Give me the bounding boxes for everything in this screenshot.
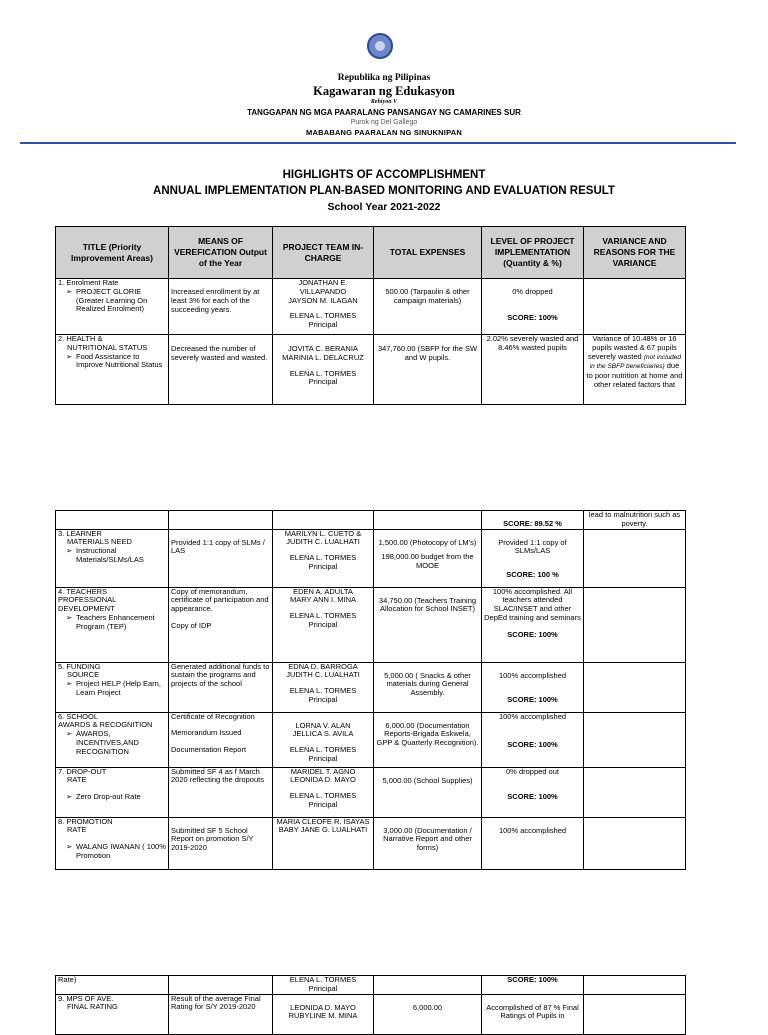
row-title: 6. SCHOOL	[58, 712, 99, 721]
team-principal: ELENA L. TORMES	[289, 611, 357, 621]
score-text: SCORE: 100%	[507, 975, 558, 984]
team-role: Principal	[308, 753, 338, 763]
row-subtitle: WALANG IWANAN ( 100% Promotion	[76, 842, 166, 860]
team-member: LEONIDA D. MAYO	[290, 1002, 356, 1012]
team-principal: ELENA L. TORMES	[289, 791, 357, 801]
row-title: 3. LEARNER	[58, 529, 102, 538]
table-row	[56, 662, 686, 712]
means-text: Copy of memorandum, certificate of participation and appearance.	[171, 587, 269, 614]
team-member: RUBYLINE M. MINA	[288, 1011, 358, 1021]
level-text: 100% accomplished	[498, 670, 567, 680]
expenses-text: 5,000.00 (School Supplies)	[382, 775, 473, 785]
score-text: SCORE: 100%	[507, 740, 558, 750]
row-title: 8. PROMOTION	[58, 817, 113, 826]
header-variance: VARIANCE AND REASONS FOR THE VARIANCE	[584, 227, 686, 279]
table-row	[56, 335, 686, 405]
expenses-text: 6,000.00 (Documentation Reports-Brigada Eskwela, GPP & Quarterly Recognition).	[376, 720, 479, 748]
header-expenses: TOTAL EXPENSES	[374, 227, 482, 279]
table-row	[56, 529, 686, 587]
school-line: MABABANG PAARALAN NG SINUKNIPAN	[306, 128, 462, 137]
accomplishment-table-2	[55, 510, 686, 870]
means-text: Submitted SF 5 School Report on promotion S/Y 2019-2020	[171, 825, 254, 853]
row-title-cont: SOURCE	[67, 670, 100, 680]
score-text: SCORE: 100%	[507, 629, 558, 639]
team-role: Principal	[308, 377, 338, 387]
means-text: Result of the average Final Rating for S/Y 2019-2020	[171, 994, 261, 1012]
document-title: HIGHLIGHTS OF ACCOMPLISHMENT	[282, 169, 486, 181]
row-subtitle: Teachers Enhancement Program (TEP)	[76, 612, 155, 631]
team-role: Principal	[308, 694, 338, 704]
team-member: MARIDEL T. AGNO	[290, 767, 356, 776]
row-title: 1. Enrolment Rate	[58, 278, 119, 287]
team-member: MARIA CLEOFE R. ISAYAS	[276, 817, 370, 826]
row-subtitle-cont: Rate)	[58, 975, 77, 984]
arrow-bullet-icon: ➢	[66, 679, 73, 689]
row-subtitle: Zero Drop-out Rate	[76, 792, 141, 802]
arrow-bullet-icon: ➢	[66, 842, 73, 852]
team-member: BABY JANE G. LUALHATI	[278, 825, 368, 835]
means-text: Increased enrollment by at least 3% for each of the succeeding years.	[171, 287, 260, 314]
row-title: 4. TEACHERS	[58, 587, 108, 596]
table-row	[56, 279, 686, 335]
score-text: SCORE: 89.52 %	[503, 518, 562, 528]
variance-text-cont: lead to malnutrition such as poverty.	[588, 510, 681, 528]
means-text: Generated additional funds to sustain the programs and projects of the school	[171, 662, 270, 689]
document-subtitle: ANNUAL IMPLEMENTATION PLAN-BASED MONITORING AND EVALUATION RESULT	[153, 185, 615, 197]
team-role: Principal	[308, 983, 338, 993]
expenses-text: 1,500.00 (Photocopy of LM's)	[378, 537, 477, 547]
level-text: 0% dropped out	[506, 767, 559, 776]
table-row	[56, 994, 686, 1034]
expenses-text: 6,000.00	[412, 1002, 443, 1012]
means-text: Submitted SF 4 as f March 2020 reflecting the dropouts	[171, 767, 264, 785]
school-year: School Year 2021-2022	[327, 201, 441, 213]
means-text: Documentation Report	[171, 745, 247, 755]
variance-text-cont: due to poor nutrition at home and other related factors that	[586, 361, 683, 389]
means-text: Memorandum Issued	[171, 728, 242, 738]
arrow-bullet-icon: ➢	[66, 286, 73, 296]
row-title-cont: RATE	[67, 775, 87, 785]
team-role: Principal	[308, 799, 338, 809]
header-level: LEVEL OF PROJECT IMPLEMENTATION (Quantity & %)	[482, 227, 584, 279]
arrow-bullet-icon: ➢	[66, 612, 73, 622]
arrow-bullet-icon: ➢	[66, 729, 73, 739]
expenses-text: 500.00 (Tarpaulin & other campaign materials)	[385, 287, 470, 305]
variance-note: (not included in the SBFP beneficiaries)	[589, 353, 682, 371]
level-text: 0% dropped	[512, 287, 553, 296]
variance-text: Variance of 10.48% or 16 pupils wasted & 67 pupils severely wasted	[587, 334, 677, 361]
team-member: JAYSON M. ILAGAN	[288, 295, 358, 305]
table-row	[56, 976, 686, 995]
team-member: JUDITH C. LUALHATI	[286, 670, 360, 680]
row-subtitle: Project HELP (Help Earn, Learn Project	[76, 679, 161, 697]
row-title: 5. FUNDING	[58, 662, 101, 671]
team-role: Principal	[308, 561, 338, 571]
level-text: 100% accomplished	[498, 712, 567, 721]
team-role: Principal	[308, 619, 338, 629]
row-subtitle: AWARDS, INCENTIVES,AND RECOGNITION	[76, 729, 139, 756]
team-principal: ELENA L. TORMES	[289, 311, 357, 321]
means-text: Copy of IDP	[171, 620, 212, 630]
team-member: LEONIDA D. MAYO	[290, 775, 356, 785]
team-principal: ELENA L. TORMES	[289, 745, 357, 755]
deped-seal-icon	[367, 33, 393, 59]
level-text: Provided 1:1 copy of SLMs/LAS	[498, 537, 567, 556]
level-text: 100% accomplished. All teachers attended SLAC/INSET and other DepEd training and seminars	[484, 587, 581, 622]
arrow-bullet-icon: ➢	[66, 546, 73, 556]
means-text: Provided 1:1 copy of SLMs / LAS	[171, 537, 265, 556]
header-divider	[20, 142, 736, 144]
arrow-bullet-icon: ➢	[66, 792, 73, 802]
table-row	[56, 817, 686, 869]
expenses-text: 34,750.00 (Teachers Training Allocation for School INSET)	[378, 595, 477, 614]
region-line: Rehiyon V	[370, 99, 398, 105]
department-line: Kagawaran ng Edukasyon	[313, 84, 455, 98]
team-role: Principal	[308, 320, 338, 330]
table-row	[56, 767, 686, 817]
row-title: 2. HEALTH &	[58, 334, 103, 343]
expenses-text: 198,000.00 budget from the MOOE	[381, 552, 474, 571]
expenses-text: 347,760.00 (SBFP for the SW and W pupils.	[377, 344, 478, 362]
table-row	[56, 511, 686, 530]
team-member: EDEN A. ADULTA	[293, 587, 353, 596]
header-means: MEANS OF VEREFICATION Output of the Year	[169, 227, 273, 279]
expenses-text: 3,000.00 (Documentation / Narrative Report and other forms)	[383, 825, 472, 853]
row-title-cont: PROFESSIONAL DEVELOPMENT	[58, 595, 117, 614]
team-member: LORNA V. ALAN	[295, 720, 351, 730]
team-member: MARY ANN I. MINA	[290, 595, 356, 605]
team-member: JOVITA C. BERANIA	[288, 344, 358, 353]
level-text: 2.02% severely wasted and 8.46% wasted pupils	[486, 334, 579, 352]
row-title: 7. DROP-OUT	[58, 767, 107, 776]
means-text: Decreased the number of severely wasted and wasted.	[171, 344, 268, 362]
row-subtitle: PROJECT GLORIE (Greater Learning On Realized Enrolment)	[76, 286, 148, 314]
purok-line: Purok ng Del Gallego	[350, 119, 418, 126]
table-header-row	[56, 227, 686, 279]
means-text: Certificate of Recognition	[171, 712, 255, 721]
table-row	[56, 587, 686, 662]
team-principal: ELENA L. TORMES	[289, 368, 357, 378]
team-member: JUDITH C. LUALHATI	[286, 537, 360, 547]
row-title-cont: FINAL RATING	[67, 1002, 118, 1012]
team-principal: ELENA L. TORMES	[289, 553, 357, 563]
republic-line: Republika ng Pilipinas	[337, 73, 431, 83]
header-title: TITLE (Priority Improvement Areas)	[56, 227, 169, 279]
row-subtitle: Food Assistance to Improve Nutritional Status	[76, 351, 163, 370]
row-subtitle: Instructional Materials/SLMs/LAS	[76, 546, 144, 564]
team-member: MARILYN L. CUETO &	[284, 529, 362, 538]
team-principal: ELENA L. TORMES	[289, 686, 357, 696]
score-text: SCORE: 100 %	[506, 570, 559, 580]
arrow-bullet-icon: ➢	[66, 351, 73, 361]
score-text: SCORE: 100%	[507, 312, 558, 322]
row-title-cont: MATERIALS NEED	[67, 537, 132, 547]
office-line: TANGGAPAN NG MGA PAARALANG PANSANGAY NG CAMARINES SUR	[247, 108, 521, 117]
score-text: SCORE: 100%	[507, 792, 558, 802]
team-principal: ELENA L. TORMES	[289, 975, 357, 984]
row-title-cont: RATE	[67, 825, 87, 835]
table-row	[56, 712, 686, 767]
team-member: MARINIA L. DELACRUZ	[282, 352, 364, 362]
team-member: JELLICA S. AVILA	[292, 729, 354, 739]
row-title: 9. MPS OF AVE.	[58, 994, 114, 1003]
expenses-text: 5,000.00 ( Snacks & other materials during General Assembly.	[384, 670, 471, 698]
score-text: SCORE: 100%	[507, 695, 558, 705]
row-title-cont: AWARDS & RECOGNITION	[58, 720, 153, 730]
team-member: EDNA D. BARROGA	[288, 662, 358, 671]
accomplishment-table-1	[55, 226, 686, 405]
accomplishment-table-3	[55, 975, 686, 1035]
row-title-cont: NUTRITIONAL STATUS	[67, 342, 148, 352]
level-text: Accomplished of 87 % Final Ratings of Pupils in	[486, 1002, 579, 1021]
level-text: 100% accomplished	[498, 825, 567, 835]
header-team: PROJECT TEAM IN-CHARGE	[273, 227, 374, 279]
team-member: JONATHAN E. VILLAPANDO	[298, 278, 348, 296]
